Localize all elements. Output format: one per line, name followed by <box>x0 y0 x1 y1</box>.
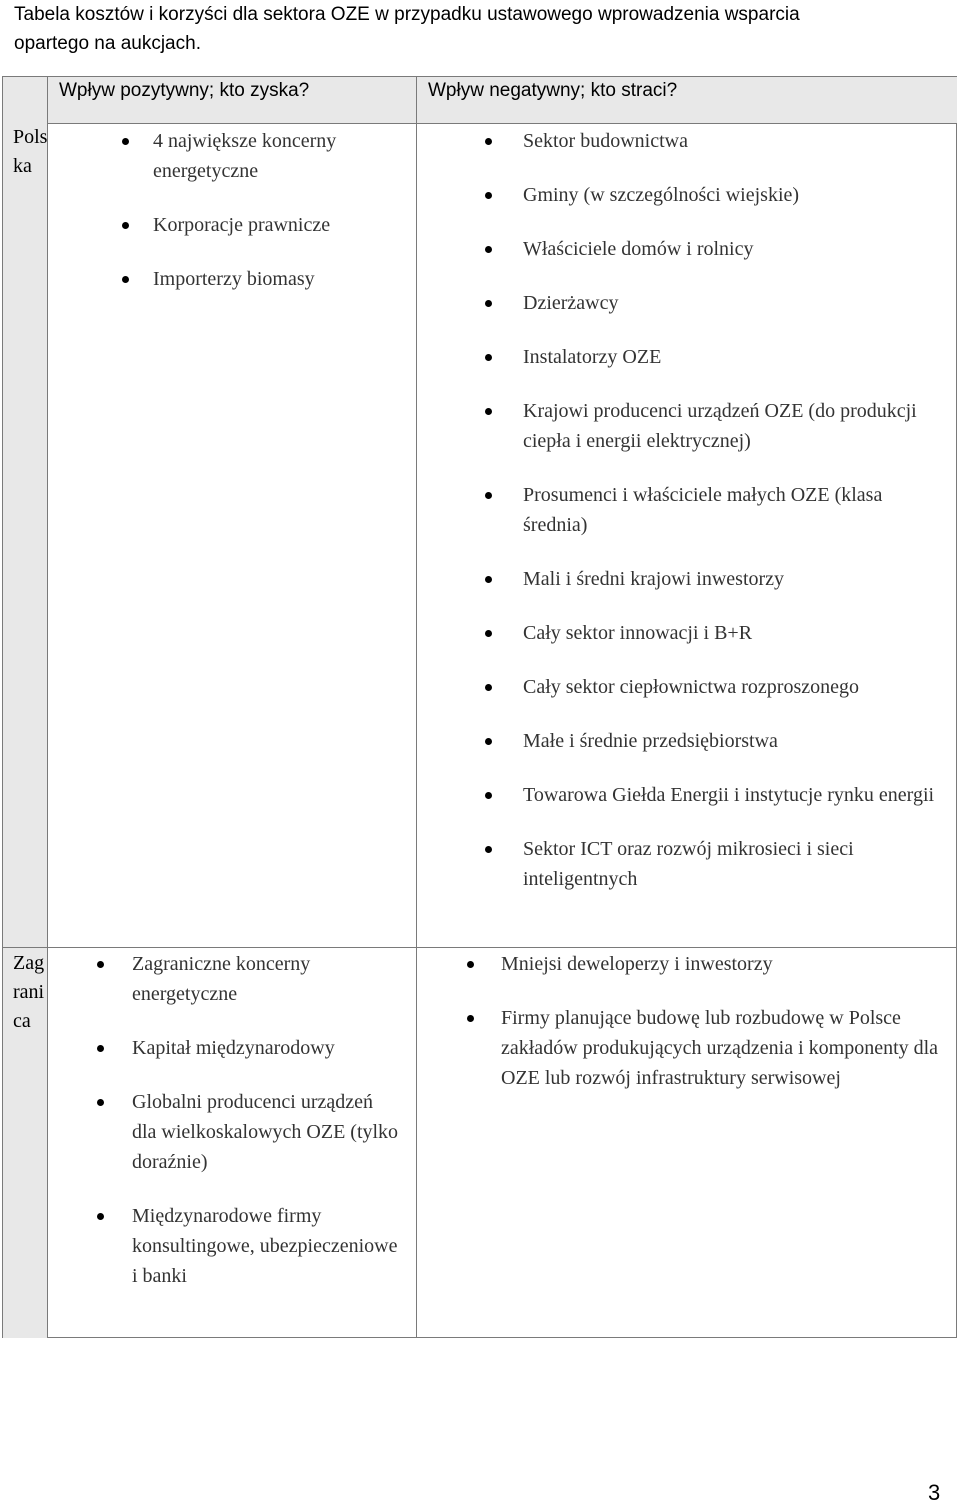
bullet-icon <box>485 192 492 199</box>
cost-benefit-table <box>2 76 957 1338</box>
grid-line-v1 <box>47 77 48 1337</box>
list-item: Firmy planujące budowę lub rozbudowę w Polsce zakładów produkujących urządzenia i komponenty dla OZE lub rozwój infrastruktury serwisowej <box>501 1003 941 1093</box>
zagranica-positive-list <box>132 949 402 1291</box>
list-item: Zagraniczne koncerny energetyczne <box>132 949 402 1009</box>
list-item: Towarowa Giełda Energii i instytucje rynku energii <box>523 780 943 810</box>
bullet-icon <box>122 138 129 145</box>
country-label-polska: Polska <box>13 126 48 177</box>
zagranica-negative-list <box>501 949 941 1093</box>
bullet-icon <box>97 961 104 968</box>
list-item: Krajowi producenci urządzeń OZE (do produkcji ciepła i energii elektrycznej) <box>523 396 943 456</box>
bullet-icon <box>97 1045 104 1052</box>
bullet-icon <box>122 222 129 229</box>
list-item: Dzierżawcy <box>523 288 943 318</box>
bullet-icon <box>485 408 492 415</box>
polska-positive-list <box>153 126 403 294</box>
bullet-icon <box>485 792 492 799</box>
bullet-icon <box>97 1213 104 1220</box>
list-item: Kapitał międzynarodowy <box>132 1033 402 1063</box>
list-item: Mniejsi deweloperzy i inwestorzy <box>501 949 941 979</box>
list-item: Prosumenci i właściciele małych OZE (klasa średnia) <box>523 480 943 540</box>
list-item: 4 największe koncerny energetyczne <box>153 126 403 186</box>
header-corner-cell <box>3 77 47 947</box>
bullet-icon <box>485 738 492 745</box>
page-number: 3 <box>928 1480 941 1505</box>
bullet-icon <box>485 684 492 691</box>
grid-line-v2 <box>416 77 417 1337</box>
list-item: Importerzy biomasy <box>153 264 403 294</box>
bullet-icon <box>467 961 474 968</box>
bullet-icon <box>485 138 492 145</box>
polska-negative-list <box>523 126 943 894</box>
list-item: Instalatorzy OZE <box>523 342 943 372</box>
list-item: Małe i średnie przedsiębiorstwa <box>523 726 943 756</box>
bullet-icon <box>485 576 492 583</box>
country-label-zagranica: Zagranica <box>13 952 45 1032</box>
bullet-icon <box>485 246 492 253</box>
list-item: Sektor ICT oraz rozwój mikrosieci i sieci inteligentnych <box>523 834 943 894</box>
bullet-icon <box>485 300 492 307</box>
list-item: Właściciele domów i rolnicy <box>523 234 943 264</box>
grid-line-h2 <box>3 947 956 948</box>
list-item: Cały sektor innowacji i B+R <box>523 618 943 648</box>
bullet-icon <box>485 354 492 361</box>
header-negative: Wpływ negatywny; kto straci? <box>428 80 678 101</box>
bullet-icon <box>97 1099 104 1106</box>
header-positive: Wpływ pozytywny; kto zyska? <box>59 80 310 101</box>
caption-line-1: Tabela kosztów i korzyści dla sektora OZE w przypadku ustawowego wprowadzenia wsparcia <box>14 4 800 25</box>
caption-line-2: opartego na aukcjach. <box>14 33 201 54</box>
bullet-icon <box>485 630 492 637</box>
bullet-icon <box>467 1015 474 1022</box>
bullet-icon <box>485 846 492 853</box>
grid-line-h1 <box>47 123 956 124</box>
list-item: Globalni producenci urządzeń dla wielkoskalowych OZE (tylko doraźnie) <box>132 1087 402 1177</box>
list-item: Mali i średni krajowi inwestorzy <box>523 564 943 594</box>
list-item: Międzynarodowe firmy konsultingowe, ubezpieczeniowe i banki <box>132 1201 402 1291</box>
list-item: Sektor budownictwa <box>523 126 943 156</box>
list-item: Gminy (w szczególności wiejskie) <box>523 180 943 210</box>
bullet-icon <box>485 492 492 499</box>
list-item: Cały sektor ciepłownictwa rozproszonego <box>523 672 943 702</box>
bullet-icon <box>122 276 129 283</box>
list-item: Korporacje prawnicze <box>153 210 403 240</box>
table-caption <box>14 0 914 58</box>
